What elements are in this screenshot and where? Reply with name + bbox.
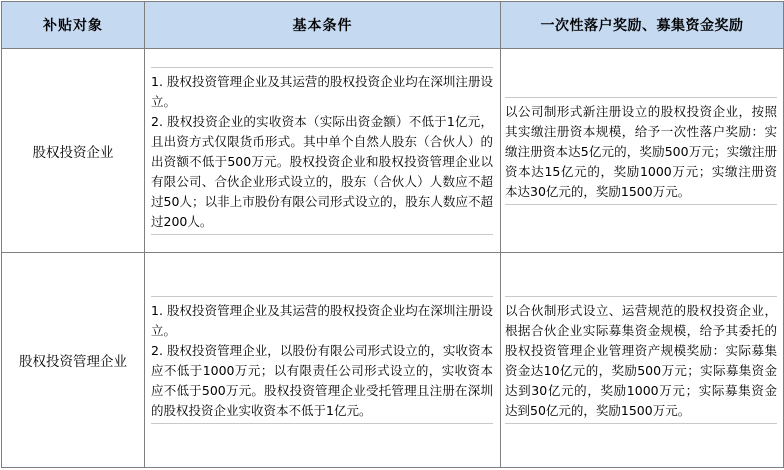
row-target-label: 股权投资企业	[32, 144, 114, 161]
table-header-row	[2, 2, 784, 49]
table-row	[2, 253, 784, 468]
row-target-label: 股权投资管理企业	[19, 354, 127, 370]
row-reward-cell	[501, 49, 784, 253]
subsidy-policy-table	[1, 1, 784, 468]
condition-item: 1. 股权投资管理企业及其运营的股权投资企业均在深圳注册设立。	[151, 303, 493, 338]
reward-text: 以公司制形式新注册设立的股权投资企业，按照其实缴注册资本规模，给予一次性落户奖励：实缴注册资本达5亿元的，奖励500万元；实缴注册资本达15亿元的，奖励1000万元；实缴注册资本达30亿元的，奖励1500万元。	[505, 97, 777, 205]
table-row	[2, 49, 784, 253]
row-target-cell	[2, 253, 145, 468]
conditions-text	[151, 296, 493, 424]
header-subsidy-target: 补贴对象	[2, 2, 145, 49]
row-conditions-cell	[145, 253, 501, 468]
header-basic-conditions: 基本条件	[145, 2, 501, 49]
condition-item: 2. 股权投资企业的实收资本（实际出资金额）不低于1亿元，且出资方式仅限货币形式。其中单个自然人股东（合伙人）的出资额不低于500万元。股权投资企业和股权投资管理企业以有限公司、合伙企业形式设立的，股东（合伙人）人数应不超过50人；以非上市股份有限公司形式设立的，股东人数应不超过200人。	[151, 113, 493, 229]
row-reward-cell	[501, 253, 784, 468]
condition-item: 2. 股权投资管理企业，以股份有限公司形式设立的，实收资本应不低于1000万元；以有限责任公司形式设立的，实收资本应不低于500万元。股权投资管理企业受托管理且注册在深圳的股权投资企业实收资本不低于1亿元。	[151, 343, 493, 418]
row-target-cell	[2, 49, 145, 253]
row-conditions-cell	[145, 49, 501, 253]
condition-item: 1. 股权投资管理企业及其运营的股权投资企业均在深圳注册设立。	[151, 73, 493, 109]
conditions-text	[151, 67, 493, 235]
reward-text: 以合伙制形式设立、运营规范的股权投资企业，根据合伙企业实际募集资金规模，给予其委托的股权投资管理企业管理资产规模奖励：实际募集资金达10亿元的，奖励500万元；实际募集资金达到30亿元的，奖励1000万元；实际募集资金达到50亿元的，奖励1500万元。	[505, 296, 777, 424]
header-rewards: 一次性落户奖励、募集资金奖励	[501, 2, 784, 49]
